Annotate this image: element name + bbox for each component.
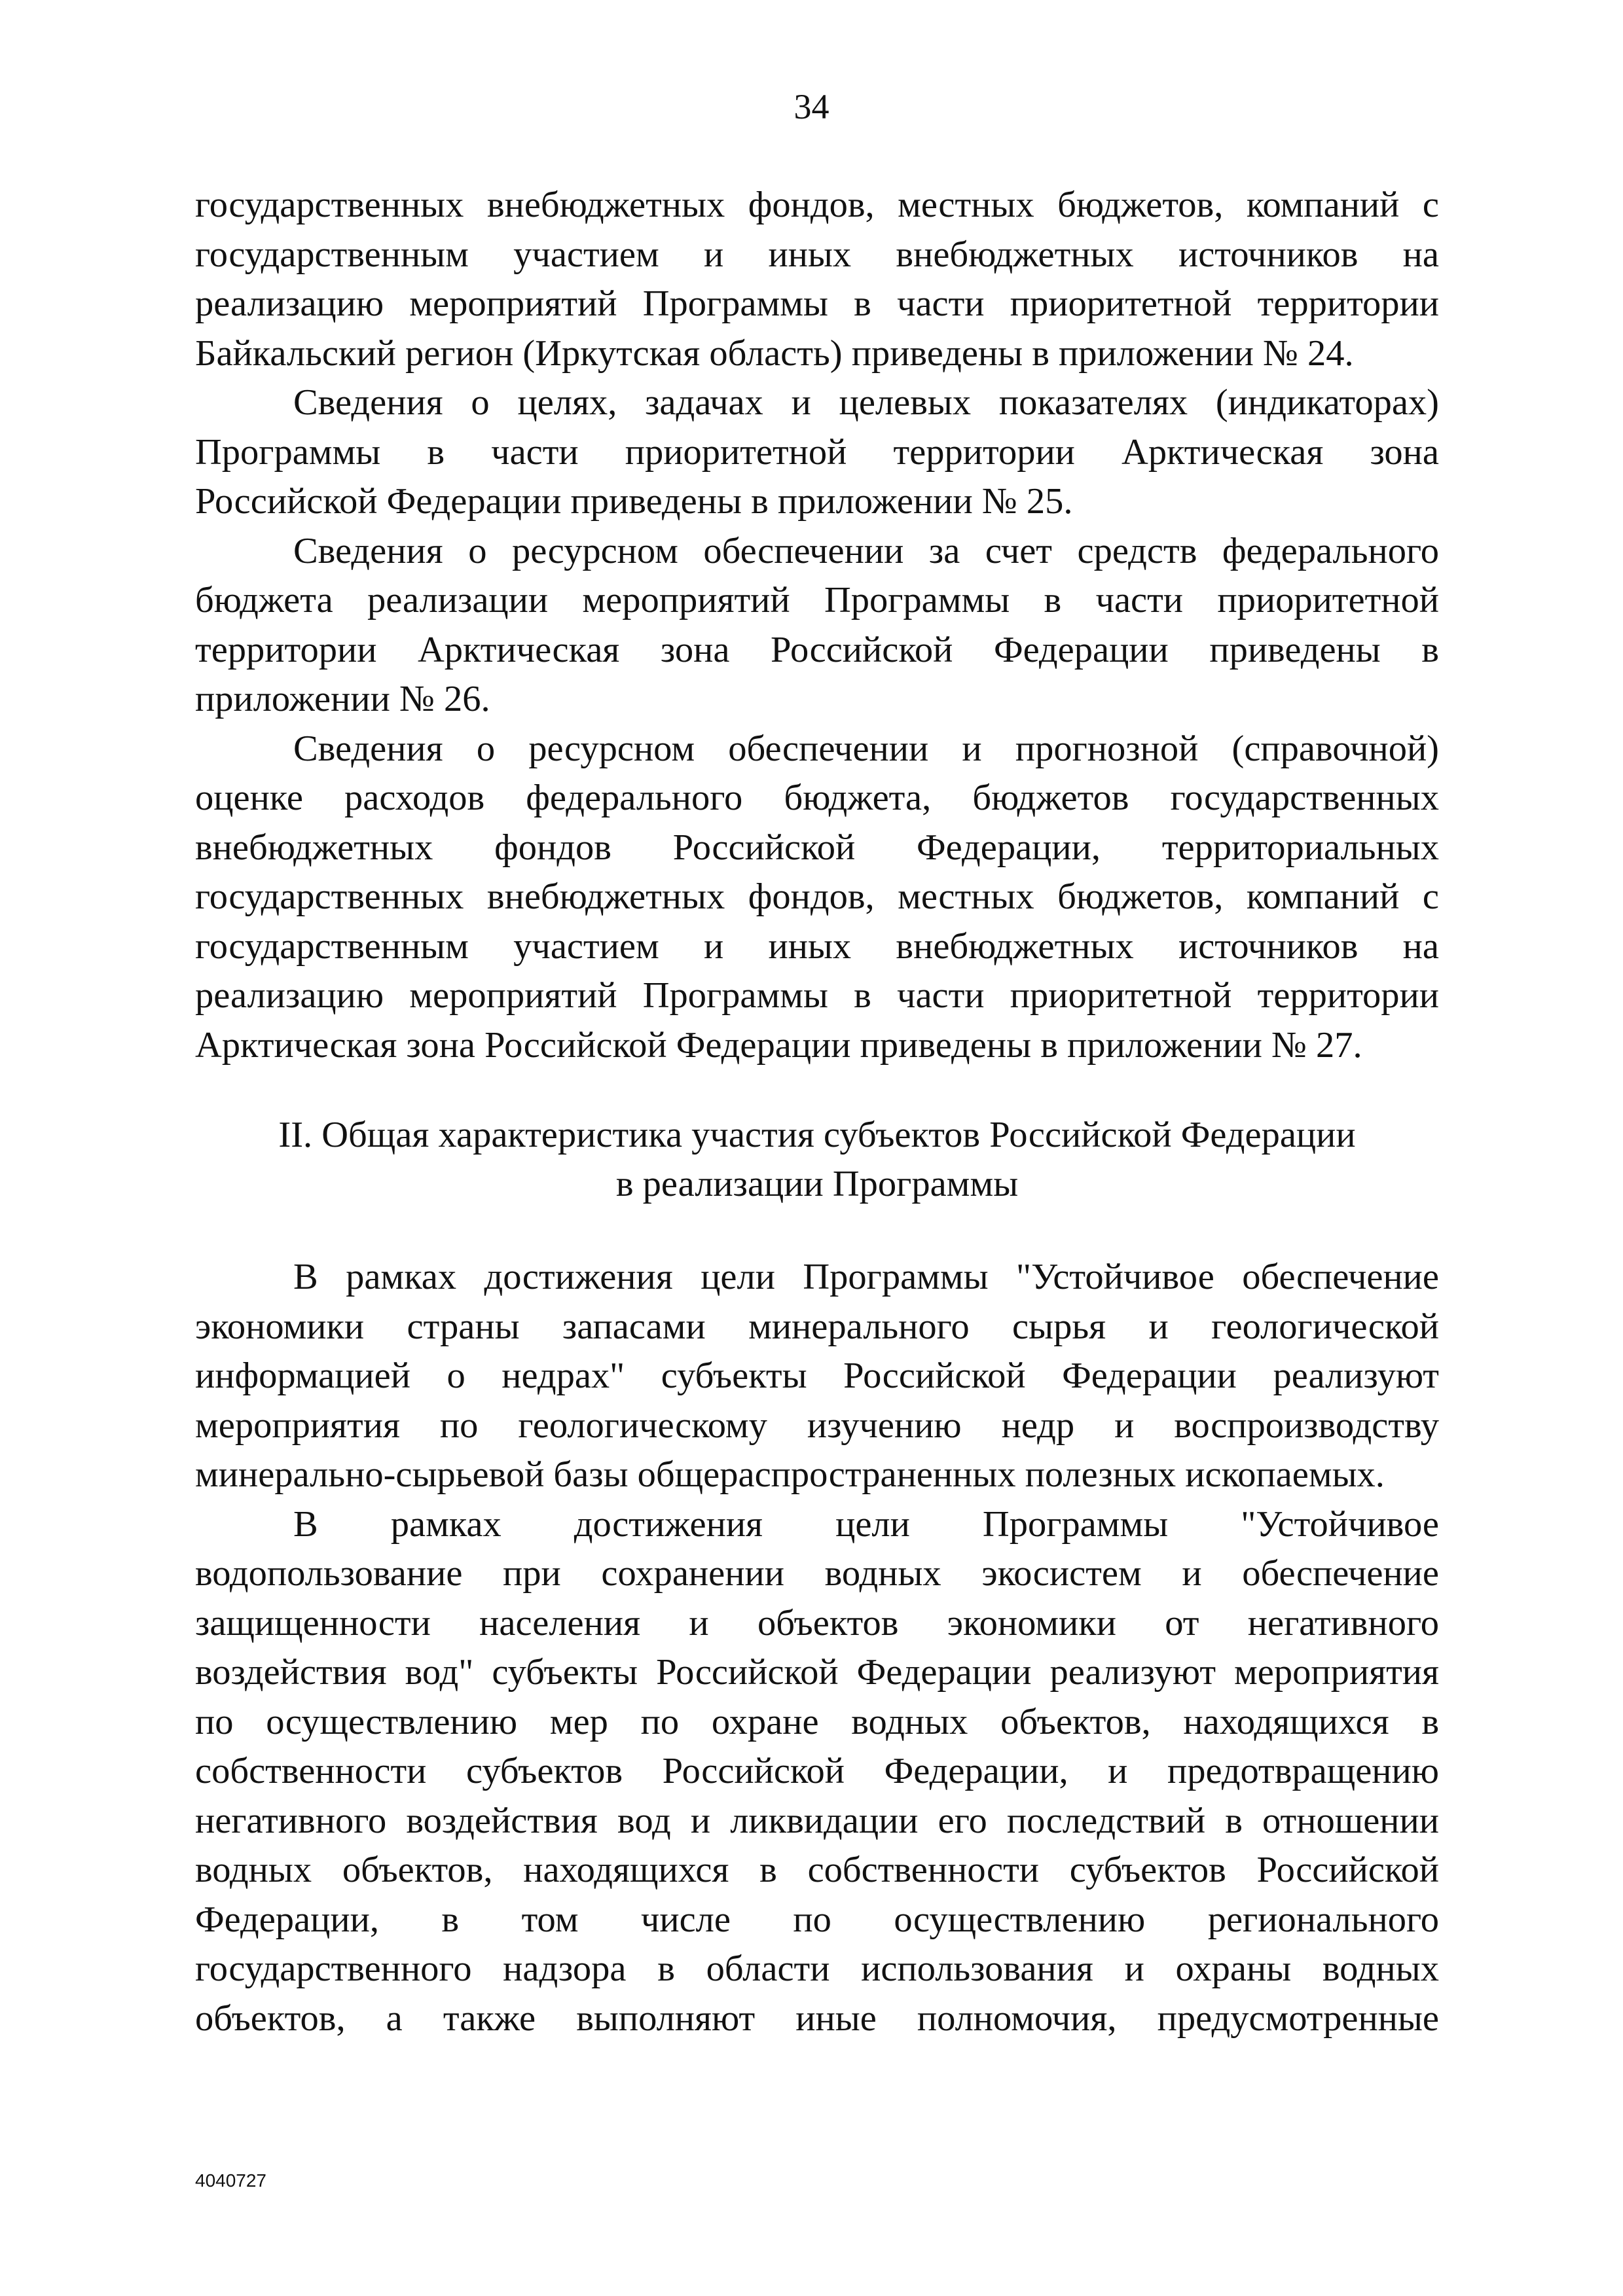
text-line: бюджета реализации мероприятий Программы в части приоритетной xyxy=(195,580,1439,620)
document-code: 4040727 xyxy=(195,2170,267,2191)
text-line: реализацию мероприятий Программы в части приоритетной территории xyxy=(195,975,1439,1016)
body-text-top xyxy=(195,181,1439,1070)
text-line: по осуществлению мер по охране водных объектов, находящихся в xyxy=(195,1701,1439,1742)
section-heading-line: в реализации Программы xyxy=(615,1164,1019,1204)
text-line: оценке расходов федерального бюджета, бюджетов государственных xyxy=(195,778,1439,818)
text-line: Арктическая зона Российской Федерации приведены в приложении № 27. xyxy=(195,1024,1362,1066)
text-line: государственного надзора в области использования и охраны водных xyxy=(195,1948,1439,1989)
text-line: государственных внебюджетных фондов, местных бюджетов, компаний с xyxy=(195,876,1439,917)
text-line: В рамках достижения цели Программы "Устойчивое xyxy=(293,1503,1439,1545)
text-line: Программы в части приоритетной территории Арктическая зона xyxy=(195,431,1439,473)
text-line: Сведения о ресурсном обеспечении и прогнозной (справочной) xyxy=(293,728,1439,769)
section-heading-line: II. Общая характеристика участия субъектов Российской Федерации xyxy=(278,1115,1356,1155)
text-line: Федерации, в том числе по осуществлению регионального xyxy=(195,1899,1439,1940)
body-text-bottom xyxy=(195,1253,1439,2043)
text-line: реализацию мероприятий Программы в части приоритетной территории xyxy=(195,283,1439,324)
text-line: минерально-сырьевой базы общераспространенных полезных ископаемых. xyxy=(195,1454,1385,1495)
text-line: государственных внебюджетных фондов, местных бюджетов, компаний с xyxy=(195,185,1439,225)
paragraph xyxy=(195,725,1439,1071)
paragraph xyxy=(195,527,1439,725)
text-line: территории Арктическая зона Российской Федерации приведены в xyxy=(195,629,1439,670)
text-line: Сведения о ресурсном обеспечении за счет средств федерального xyxy=(293,530,1439,571)
text-line: внебюджетных фондов Российской Федерации, территориальных xyxy=(195,827,1439,868)
text-line: экономики страны запасами минерального сырья и геологической xyxy=(195,1306,1439,1347)
text-line: водных объектов, находящихся в собственности субъектов Российской xyxy=(195,1850,1439,1890)
text-line: приложении № 26. xyxy=(195,679,490,719)
section-heading xyxy=(195,1111,1439,1209)
page-number: 34 xyxy=(793,87,830,126)
text-line: мероприятия по геологическому изучению недр и воспроизводству xyxy=(195,1405,1439,1446)
text-line: воздействия вод" субъекты Российской Федерации реализуют мероприятия xyxy=(195,1652,1439,1693)
paragraph xyxy=(195,181,1439,378)
text-line: В рамках достижения цели Программы "Устойчивое обеспечение xyxy=(293,1257,1439,1297)
text-line: Российской Федерации приведены в приложении № 25. xyxy=(195,481,1073,522)
text-line: информацией о недрах" субъекты Российской Федерации реализуют xyxy=(195,1355,1439,1396)
text-line: негативного воздействия вод и ликвидации его последствий в отношении xyxy=(195,1800,1439,1841)
text-line: собственности субъектов Российской Федерации, и предотвращению xyxy=(195,1751,1439,1791)
text-line: Сведения о целях, задачах и целевых показателях (индикаторах) xyxy=(293,382,1439,423)
text-line: объектов, а также выполняют иные полномочия, предусмотренные xyxy=(195,1998,1439,2039)
text-line: государственным участием и иных внебюджетных источников на xyxy=(195,925,1439,967)
paragraph xyxy=(195,1500,1439,2044)
text-line: государственным участием и иных внебюджетных источников на xyxy=(195,234,1439,275)
text-line: водопользование при сохранении водных экосистем и обеспечение xyxy=(195,1553,1439,1594)
text-line: Байкальский регион (Иркутская область) приведены в приложении № 24. xyxy=(195,332,1354,374)
paragraph xyxy=(195,378,1439,527)
paragraph xyxy=(195,1253,1439,1500)
text-line: защищенности населения и объектов экономики от негативного xyxy=(195,1602,1439,1643)
